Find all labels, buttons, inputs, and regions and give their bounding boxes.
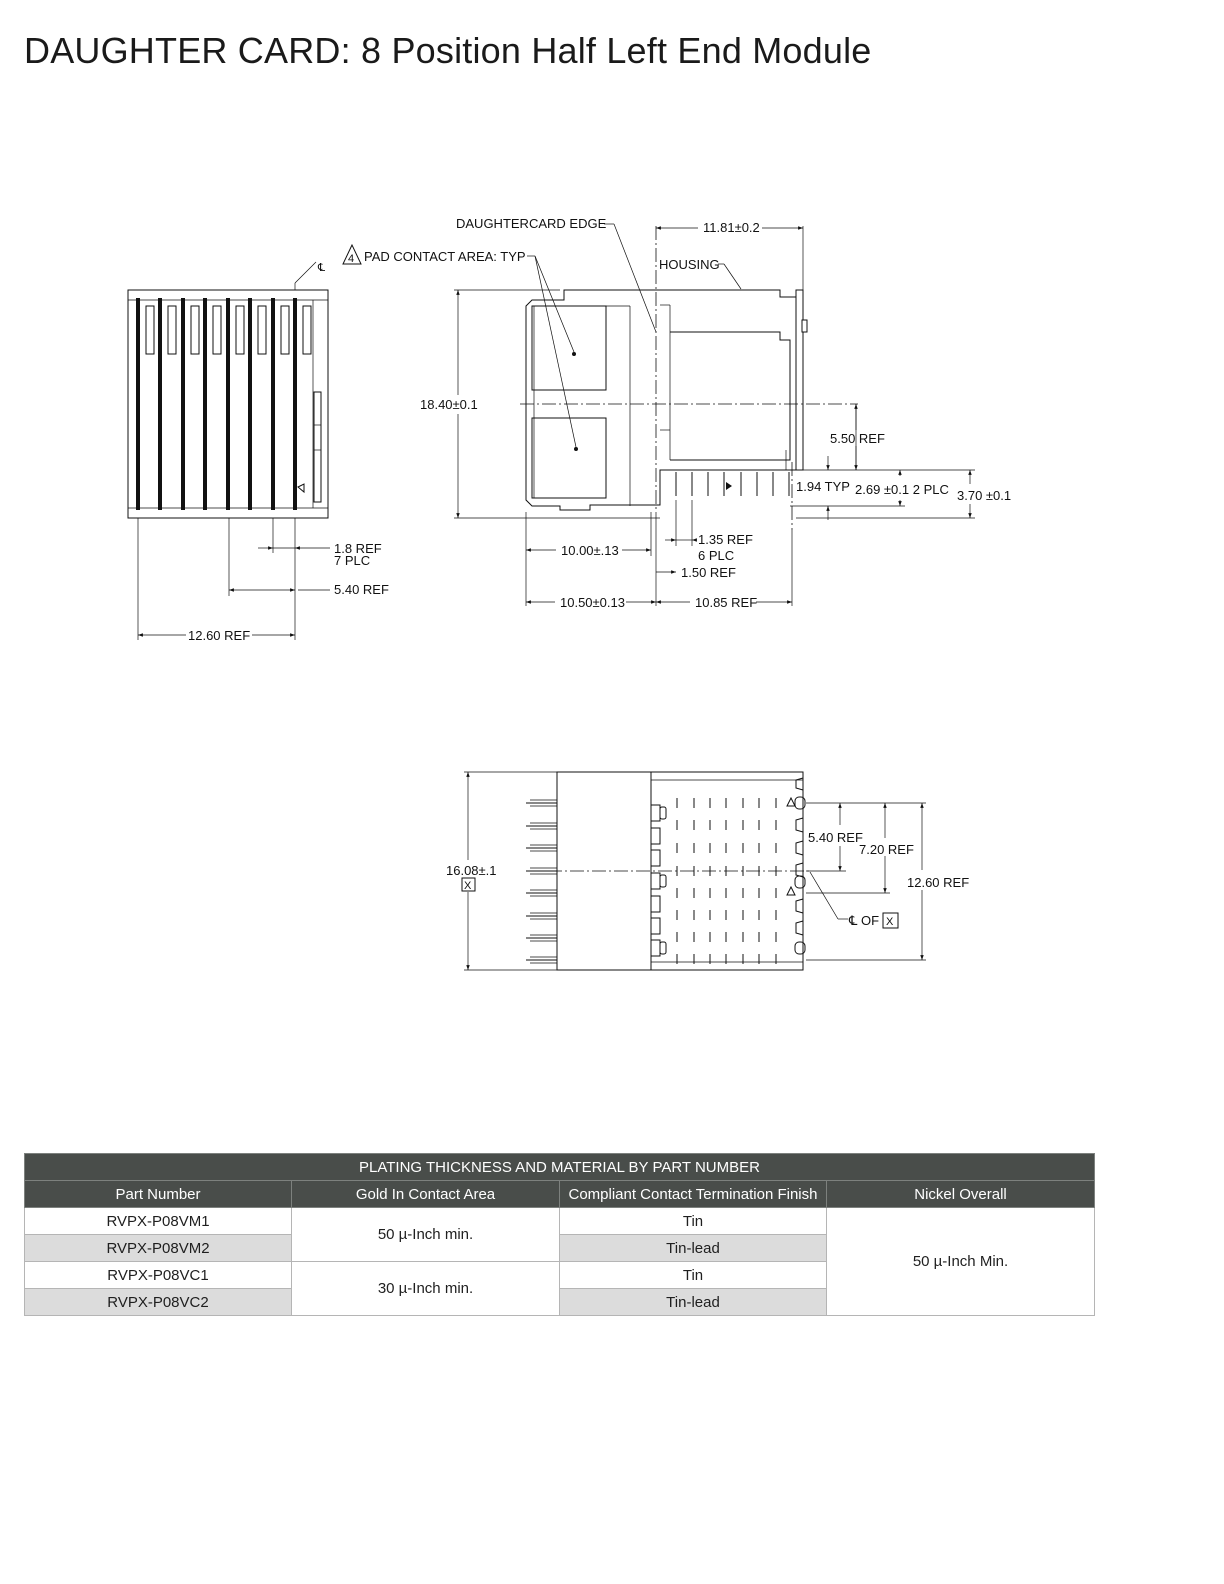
part-number-cell: RVPX-P08VM2 <box>25 1235 292 1262</box>
side-centerline-label: ℄ <box>318 262 326 274</box>
datum-flag-icon <box>787 798 795 806</box>
bottom-dim-1608: 16.08±.1 <box>446 863 497 878</box>
housing-label: HOUSING <box>659 257 720 272</box>
front-dim-550: 5.50 REF <box>830 431 885 446</box>
part-number-cell: RVPX-P08VC2 <box>25 1289 292 1316</box>
datum-flag-icon <box>787 887 795 895</box>
finish-cell: Tin-lead <box>560 1235 827 1262</box>
table-header-row <box>25 1181 1095 1208</box>
nickel-cell: 50 µ-Inch Min. <box>827 1208 1095 1316</box>
side-view <box>128 262 389 643</box>
header-nickel: Nickel Overall <box>827 1181 1095 1208</box>
bottom-dim-720: 7.20 REF <box>859 842 914 857</box>
front-view-pins <box>676 472 789 496</box>
table-caption: PLATING THICKNESS AND MATERIAL BY PART NUMBER <box>25 1154 1095 1181</box>
front-dim-135-qty: 6 PLC <box>698 548 735 563</box>
front-dim-height: 18.40±0.1 <box>420 397 478 412</box>
front-dim-194: 1.94 TYP <box>796 479 850 494</box>
part-number-cell: RVPX-P08VC1 <box>25 1262 292 1289</box>
bottom-view-tabs <box>651 805 666 956</box>
header-termination-finish: Compliant Contact Termination Finish <box>560 1181 827 1208</box>
daughtercard-edge-label: DAUGHTERCARD EDGE <box>456 216 607 231</box>
gold-cell: 50 µ-Inch min. <box>292 1208 560 1262</box>
gold-cell: 30 µ-Inch min. <box>292 1262 560 1316</box>
page-title: DAUGHTER CARD: 8 Position Half Left End Module <box>24 30 872 71</box>
bottom-centerline-of-label: ℄ OF <box>849 913 880 928</box>
part-number-cell: RVPX-P08VM1 <box>25 1208 292 1235</box>
front-dim-269: 2.69 ±0.1 2 PLC <box>855 482 949 497</box>
front-dim-1050: 10.50±0.13 <box>560 595 625 610</box>
finish-cell: Tin <box>560 1262 827 1289</box>
front-view <box>343 216 1011 610</box>
header-gold: Gold In Contact Area <box>292 1181 560 1208</box>
side-dim-1260: 12.60 REF <box>188 628 251 643</box>
front-dim-1000: 10.00±.13 <box>561 543 619 558</box>
table-row <box>25 1208 1095 1235</box>
header-part-number: Part Number <box>25 1181 292 1208</box>
bottom-view-left-pins <box>526 800 557 963</box>
bottom-datum-ref: X <box>886 916 894 928</box>
front-dim-width: 11.81±0.2 <box>703 220 760 235</box>
finish-cell: Tin-lead <box>560 1289 827 1316</box>
front-dim-370: 3.70 ±0.1 <box>957 488 1012 503</box>
bottom-dim-1260: 12.60 REF <box>907 875 970 890</box>
table-caption-row <box>25 1154 1095 1181</box>
bottom-view <box>446 772 969 970</box>
front-dim-135: 1.35 REF <box>698 532 753 547</box>
bottom-dim-540: 5.40 REF <box>808 830 863 845</box>
side-dim-pitch-qty: 7 PLC <box>334 553 371 568</box>
front-dim-150: 1.50 REF <box>681 565 736 580</box>
note-flag-number: 4 <box>348 253 355 265</box>
side-view-contacts <box>136 298 311 510</box>
front-dim-1085: 10.85 REF <box>695 595 758 610</box>
side-dim-540: 5.40 REF <box>334 582 389 597</box>
pad-contact-label: PAD CONTACT AREA: TYP <box>364 249 526 264</box>
bottom-datum-x: X <box>464 880 472 892</box>
bottom-view-contact-grid <box>677 798 776 964</box>
side-dim-pitch: 1.8 REF <box>334 541 382 556</box>
finish-cell: Tin <box>560 1208 827 1235</box>
plating-table <box>24 1153 1095 1316</box>
